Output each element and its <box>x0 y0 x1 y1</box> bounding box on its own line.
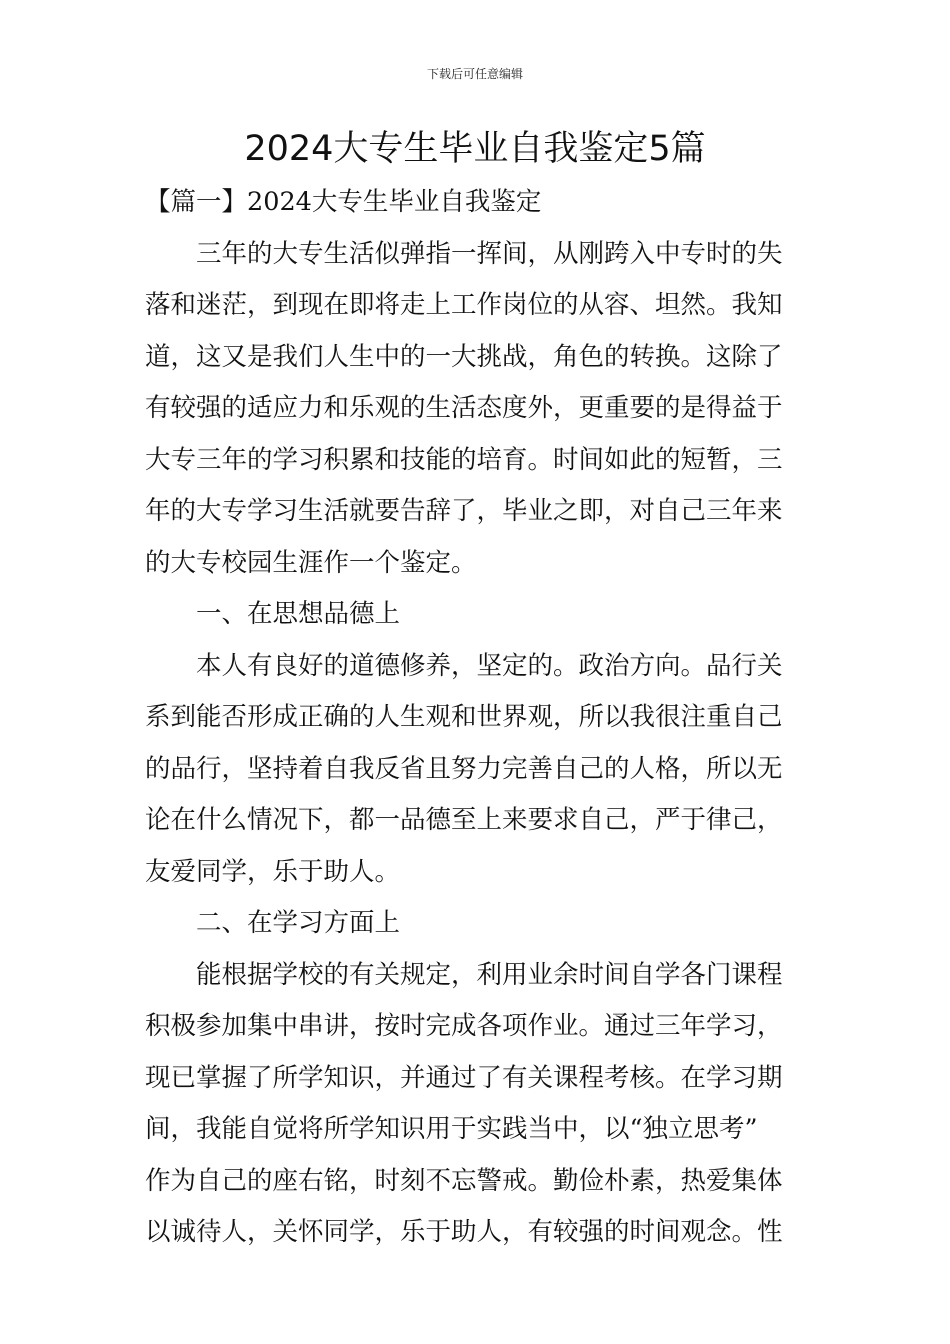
header-note: 下载后可任意编辑 <box>426 67 523 81</box>
paragraph-line: 积极参加集中串讲，按时完成各项作业。通过三年学习， <box>145 1011 783 1041</box>
paragraph-line: 作为自己的座右铭，时刻不忘警戒。勤俭朴素，热爱集体 <box>145 1165 783 1196</box>
paragraph-line: 间，我能自觉将所学知识用于实践当中，以“独立思考” <box>145 1114 758 1144</box>
paragraph-line: 年的大专学习生活就要告辞了，毕业之即，对自己三年来 <box>145 496 783 526</box>
document-title: 2024大专生毕业自我鉴定5篇 <box>244 129 706 169</box>
paragraph-line: 的大专校园生涯作一个鉴定。 <box>145 547 477 578</box>
paragraph-line: 本人有良好的道德修养，坚定的。政治方向。品行关 <box>196 650 783 681</box>
section-heading: 【篇一】2024大专生毕业自我鉴定 <box>145 187 542 217</box>
paragraph-line: 大专三年的学习积累和技能的培育。时间如此的短暂，三 <box>145 444 783 475</box>
paragraph-line: 道，这又是我们人生中的一大挑战，角色的转换。这除了 <box>145 341 783 372</box>
paragraph-line: 以诚待人，关怀同学，乐于助人，有较强的时间观念。性 <box>145 1217 783 1247</box>
paragraph-line: 三年的大专生活似弹指一挥间，从刚跨入中专时的失 <box>196 238 783 269</box>
subsection-heading: 二、在学习方面上 <box>196 908 401 938</box>
subsection-heading: 一、在思想品德上 <box>196 599 401 629</box>
paragraph-line: 友爱同学，乐于助人。 <box>145 856 401 887</box>
paragraph-line: 的品行，坚持着自我反省且努力完善自己的人格，所以无 <box>145 753 783 784</box>
paragraph-line: 能根据学校的有关规定，利用业余时间自学各门课程 <box>196 959 783 990</box>
paragraph-line: 落和迷茫，到现在即将走上工作岗位的从容、坦然。我知 <box>145 290 783 320</box>
document-body <box>145 177 813 1259</box>
paragraph-line: 系到能否形成正确的人生观和世界观，所以我很注重自己 <box>145 702 783 732</box>
paragraph-line: 论在什么情况下，都一品德至上来要求自己，严于律己， <box>145 805 783 835</box>
paragraph-line: 有较强的适应力和乐观的生活态度外，更重要的是得益于 <box>145 393 783 423</box>
paragraph-line: 现已掌握了所学知识，并通过了有关课程考核。在学习期 <box>145 1062 783 1093</box>
